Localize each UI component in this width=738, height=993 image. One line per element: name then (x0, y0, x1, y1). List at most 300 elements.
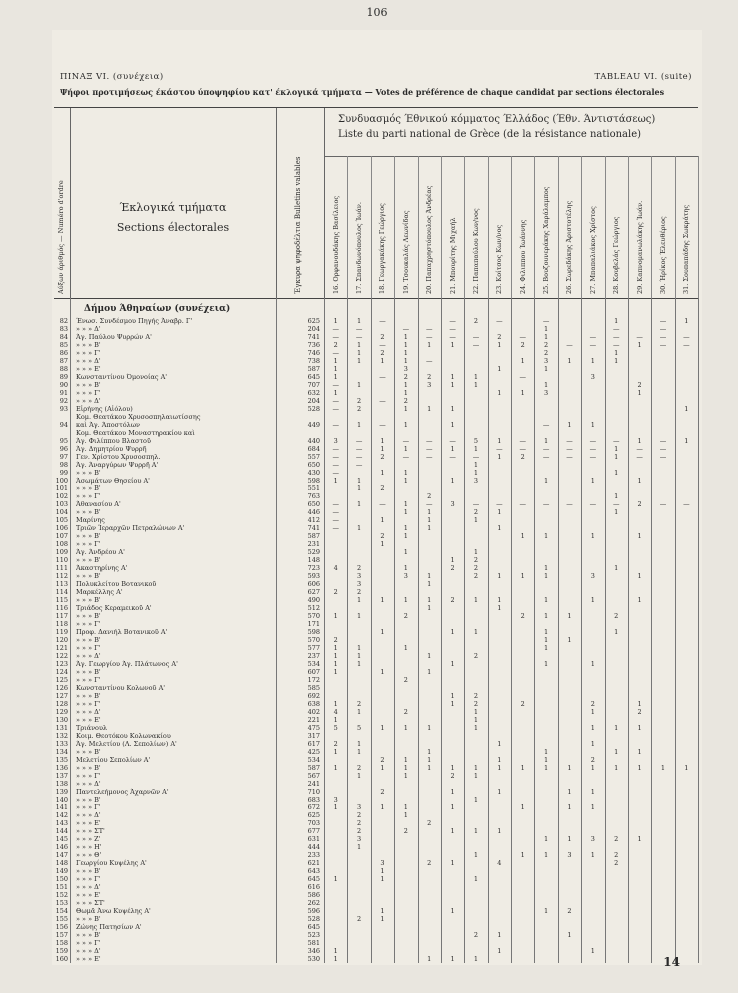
section-name: » » » Γ' (76, 803, 101, 812)
vote-cell: 2 (543, 348, 549, 357)
vote-cell: 1 (543, 755, 549, 764)
section-name: Άγ. Παύλου Ψυρρών Α' (76, 332, 152, 341)
valid-ballots: 231 (307, 540, 320, 549)
vote-cell: 5 (473, 436, 478, 445)
row-number: 140 (55, 795, 68, 804)
section-name: » » » Β' (76, 915, 101, 924)
valid-ballots: 523 (307, 931, 320, 940)
column-rule (698, 298, 699, 963)
vote-cell: 2 (356, 827, 362, 836)
section-name: » » » Β' (76, 763, 101, 772)
vote-cell: 2 (333, 636, 338, 644)
vote-cell: 1 (380, 907, 385, 916)
vote-cell: 1 (520, 356, 525, 365)
section-name: Τριάδος Κεραμεικοῦ Α' (76, 604, 152, 613)
vote-cell: 1 (614, 492, 619, 501)
vote-cell: 1 (473, 851, 478, 860)
vote-cell: 2 (473, 699, 478, 708)
valid-ballots: 444 (307, 843, 320, 852)
vote-cell: 1 (497, 604, 502, 613)
valid-ballots: 763 (307, 492, 320, 501)
vote-cell: — (379, 317, 386, 325)
vote-cell: 1 (450, 787, 455, 796)
vote-cell: 2 (380, 348, 385, 357)
candidate-column-header (628, 156, 652, 298)
sections-header-fr: Sections électorales (116, 221, 230, 234)
vote-cell: — (519, 444, 526, 453)
row-number: 144 (55, 827, 68, 836)
row-number: 131 (55, 723, 68, 732)
valid-ballots: 677 (307, 827, 320, 836)
vote-cell: 1 (450, 699, 455, 708)
vote-cell: 1 (403, 420, 408, 429)
vote-cell: 1 (660, 763, 665, 772)
vote-cell: 1 (333, 715, 338, 724)
section-name: Άγ. Δημητρίου Ψυρρῆ (76, 444, 147, 453)
vote-cell: 1 (567, 612, 572, 621)
candidate-name: 22. Παπαπαύλου Κων/νος (471, 208, 480, 294)
vote-cell: 2 (567, 907, 572, 916)
header-rule (54, 298, 698, 299)
candidate-column-header (394, 156, 418, 298)
vote-cell: — (472, 500, 480, 509)
valid-ballots: 710 (307, 787, 320, 796)
header-right: TABLEAU VI. (suite) (594, 72, 692, 82)
candidate-name: 23. Κοίτσος Κων/νος (495, 224, 504, 294)
vote-cell: — (355, 460, 363, 469)
vote-cell: 1 (450, 659, 455, 668)
vote-cell: 3 (590, 372, 595, 381)
valid-ballots: 598 (307, 628, 320, 637)
vote-cell: 1 (356, 380, 362, 389)
vote-cell: 1 (497, 436, 502, 445)
vote-cell: — (425, 324, 433, 333)
row-number: 119 (55, 628, 68, 637)
vote-cell: 1 (543, 628, 549, 637)
section-name: » » » Δ' (76, 811, 101, 820)
vote-cell: 2 (427, 492, 432, 501)
vote-cell: 2 (520, 699, 525, 708)
vote-cell: 2 (520, 452, 525, 461)
vote-cell: 1 (427, 516, 432, 525)
valid-ballots: 586 (307, 891, 320, 900)
valid-ballots: 736 (307, 340, 320, 349)
valid-ballots: 593 (307, 572, 320, 581)
valid-ballots: 581 (307, 939, 320, 948)
vote-cell: 1 (497, 596, 502, 605)
vote-cell: 3 (450, 500, 455, 509)
section-name: » » » Γ' (76, 643, 101, 652)
vote-cell: — (659, 452, 667, 461)
vote-cell: 1 (637, 699, 642, 708)
vote-cell: 2 (333, 340, 338, 349)
vote-cell: 1 (333, 317, 338, 325)
vote-cell: 1 (450, 556, 455, 565)
vote-cell: 2 (380, 484, 385, 493)
vote-cell: 2 (380, 532, 385, 541)
vote-cell: 1 (380, 516, 385, 525)
vote-cell: 1 (567, 787, 572, 796)
vote-cell: — (332, 396, 339, 405)
vote-cell: 2 (614, 835, 619, 844)
vote-cell: 1 (403, 388, 408, 397)
valid-ballots: 204 (307, 324, 320, 333)
vote-cell: — (659, 317, 667, 325)
vote-cell: 1 (473, 827, 478, 836)
row-number: 152 (55, 891, 68, 900)
section-name: » » » Θ' (76, 851, 102, 860)
vote-cell: 1 (473, 771, 478, 780)
vote-cell: 1 (497, 524, 502, 533)
vote-cell: 1 (543, 596, 549, 605)
row-number: 137 (55, 771, 68, 780)
vote-cell: 1 (333, 747, 338, 756)
vote-cell: 2 (333, 739, 338, 748)
row-number: 142 (55, 811, 68, 820)
section-name: » » » Β' (76, 612, 101, 621)
section-name: Άγ. Γεωργίου Άγ. Πλάτωνος Α' (76, 659, 178, 668)
vote-cell: 2 (450, 564, 455, 573)
valid-ballots: 148 (307, 556, 320, 565)
vote-cell: 1 (427, 580, 432, 589)
vote-cell: — (332, 460, 339, 469)
vote-cell: 3 (427, 380, 432, 389)
vote-cell: 1 (473, 444, 478, 453)
valid-ballots: 440 (307, 436, 320, 445)
vote-cell: 1 (543, 436, 549, 445)
valid-ballots: 425 (307, 747, 320, 756)
vote-cell: 2 (450, 771, 455, 780)
section-name: Εἰρήνης (Αἰόλου) (76, 404, 133, 413)
vote-cell: 5 (333, 723, 338, 732)
candidate-column-header (511, 156, 535, 298)
valid-ballots: 475 (307, 723, 320, 732)
row-number: 151 (55, 883, 68, 892)
valid-ballots: 587 (307, 763, 320, 772)
vote-cell: 2 (403, 707, 408, 716)
vote-cell: 1 (473, 460, 478, 469)
row-number: 118 (55, 620, 68, 629)
candidate-name: 18. Γεωργακάκης Γεώργιος (378, 203, 387, 294)
section-name: καὶ Άγ. Άποστόλων (76, 420, 140, 429)
vote-cell: 1 (403, 771, 408, 780)
vote-cell: 1 (403, 596, 408, 605)
vote-cell: 1 (427, 604, 432, 613)
valid-ballots: 632 (307, 388, 320, 397)
vote-cell: 3 (356, 580, 362, 589)
vote-cell: 1 (333, 612, 338, 621)
vote-cell: 1 (590, 739, 595, 748)
vote-cell: 2 (590, 755, 595, 764)
vote-cell: — (449, 324, 456, 333)
vote-cell: 1 (403, 380, 408, 389)
valid-ballots: 262 (307, 899, 320, 908)
candidate-column-header (534, 156, 558, 298)
row-number: 96 (59, 444, 68, 453)
vote-cell: — (566, 452, 573, 461)
vote-cell: 1 (567, 835, 572, 844)
vote-cell: 2 (637, 380, 642, 389)
section-name: Προφ. Δανιήλ Βοτανικοῦ Α' (76, 628, 168, 637)
section-name: » » » Β' (76, 636, 101, 644)
vote-cell: — (542, 500, 550, 509)
vote-cell: 2 (380, 755, 385, 764)
row-number: 122 (55, 651, 68, 660)
vote-cell: — (542, 452, 550, 461)
vote-cell: 1 (333, 388, 338, 397)
vote-cell: 1 (333, 356, 338, 365)
candidate-column-header (441, 156, 465, 298)
row-number: 86 (59, 348, 68, 357)
vote-cell: 1 (473, 795, 478, 804)
section-name: Άκαστηρίνης Α' (76, 564, 128, 573)
vote-cell: 1 (356, 484, 362, 493)
vote-cell: 1 (637, 340, 642, 349)
vote-cell: 2 (614, 851, 619, 860)
row-number: 99 (59, 468, 68, 477)
vote-cell: — (589, 332, 597, 341)
row-number: 130 (55, 715, 68, 724)
valid-ballots: 645 (307, 372, 320, 381)
vote-cell: 1 (543, 763, 549, 772)
section-name: » » » Β' (76, 484, 101, 493)
vote-cell: 3 (567, 851, 572, 860)
vote-cell: 3 (403, 364, 408, 373)
vote-cell: 2 (380, 787, 385, 796)
section-name: Άγ. Άναργύρων Ψυρρῆ Α' (76, 460, 159, 469)
valid-ballots: 534 (307, 755, 320, 764)
section-name: Άγ. Άνδρέου Α' (76, 548, 125, 557)
row-number: 106 (55, 524, 68, 533)
vote-cell: 2 (543, 340, 549, 349)
valid-ballots: 598 (307, 476, 320, 485)
vote-cell: 1 (543, 532, 549, 541)
vote-cell: 1 (427, 667, 432, 676)
vote-cell: 1 (543, 835, 549, 844)
vote-cell: — (472, 452, 480, 461)
vote-cell: — (332, 508, 339, 517)
valid-ballots: 650 (307, 500, 320, 509)
vote-cell: 1 (497, 787, 502, 796)
vote-cell: 1 (356, 771, 362, 780)
row-number: 97 (59, 452, 68, 461)
vote-cell: 1 (567, 636, 572, 644)
vote-cell: 1 (684, 763, 689, 772)
vote-cell: 1 (614, 747, 619, 756)
valid-ballots: 430 (307, 468, 320, 477)
row-number: 84 (59, 332, 68, 341)
number-header-label: Αύξων άριθμός — Numéro d'ordre (57, 180, 65, 294)
vote-cell: 1 (543, 643, 549, 652)
vote-cell: 2 (614, 859, 619, 868)
vote-cell: — (589, 444, 597, 453)
section-name: Πολυκλείτου Βοτανικοῦ (76, 580, 157, 589)
vote-cell: 1 (380, 803, 385, 812)
row-number: 105 (55, 516, 68, 525)
results-table (54, 107, 698, 963)
vote-cell: — (332, 468, 339, 477)
section-name: » » » Ε' (76, 819, 101, 828)
vote-cell: 1 (520, 388, 525, 397)
vote-cell: 1 (614, 317, 619, 325)
candidate-column-header (675, 156, 699, 298)
row-number: 98 (59, 460, 68, 469)
vote-cell: — (496, 500, 503, 509)
valid-ballots: 638 (307, 699, 320, 708)
vote-cell: 1 (637, 835, 642, 844)
vote-cell: 1 (684, 436, 689, 445)
section-name: Κωνσταντίνου Όμονοίας Α' (76, 372, 168, 381)
section-name: » » » Β' (76, 556, 101, 565)
valid-ballots: 692 (307, 691, 320, 700)
vote-cell: 2 (637, 707, 642, 716)
section-name: » » » Ε' (76, 715, 101, 724)
row-number: 127 (55, 691, 68, 700)
vote-cell: 1 (380, 867, 385, 876)
section-name: » » » Β' (76, 867, 101, 876)
vote-cell: — (332, 452, 339, 461)
candidate-name: 31. Σουπαπάδης Σωκράτης (682, 204, 691, 294)
vote-cell: 1 (473, 372, 478, 381)
vote-cell: 1 (590, 356, 595, 365)
vote-cell: 1 (543, 636, 549, 644)
vote-cell: 1 (614, 444, 619, 453)
row-number: 158 (55, 939, 68, 948)
vote-cell: 1 (567, 931, 572, 940)
vote-cell: 1 (356, 476, 362, 485)
vote-cell: — (379, 396, 386, 405)
vote-cell: 2 (403, 612, 408, 621)
valid-ballots: 412 (307, 516, 320, 525)
row-number: 93 (59, 404, 68, 413)
vote-cell: 1 (473, 723, 478, 732)
section-name: Άσωμάτων Θησείου Α' (76, 476, 150, 485)
vote-cell: — (402, 452, 410, 461)
vote-cell: 1 (403, 508, 408, 517)
vote-cell: — (425, 436, 433, 445)
vote-cell: 2 (356, 811, 362, 820)
vote-cell: 1 (637, 596, 642, 605)
section-name: Μαρίνης (76, 516, 105, 525)
section-name: » » » Γ' (76, 875, 101, 884)
vote-cell: 1 (450, 476, 455, 485)
vote-cell: 1 (356, 651, 362, 660)
footer-page-number: 14 (663, 955, 680, 969)
valid-ballots: 741 (307, 524, 320, 533)
row-number: 156 (55, 923, 68, 932)
vote-cell: 1 (403, 468, 408, 477)
valid-ballots: 607 (307, 667, 320, 676)
candidate-name: 16. Ορφανουδάκης Βασίλειος (331, 195, 340, 294)
vote-cell: 1 (637, 747, 642, 756)
vote-cell: — (425, 356, 433, 365)
section-name: » » » Β' (76, 596, 101, 605)
row-number: 85 (59, 340, 68, 349)
vote-cell: 1 (427, 404, 432, 413)
valid-ballots: 625 (307, 811, 320, 820)
vote-cell: — (379, 340, 386, 349)
vote-cell: 1 (614, 508, 619, 517)
valid-ballots: 577 (307, 643, 320, 652)
row-number: 101 (55, 484, 68, 493)
vote-cell: — (589, 340, 597, 349)
vote-cell: 1 (450, 691, 455, 700)
valid-ballots: 631 (307, 835, 320, 844)
vote-cell: 2 (333, 588, 338, 597)
vote-cell: — (542, 317, 550, 325)
valid-ballots: 241 (307, 779, 320, 788)
vote-cell: — (542, 444, 550, 453)
valid-header-label: Έγκυρα ψηφοδέλτια Bulletins valables (294, 156, 302, 294)
vote-cell: 1 (520, 803, 525, 812)
vote-cell: 1 (567, 803, 572, 812)
vote-cell: 1 (380, 436, 385, 445)
row-number: 114 (55, 588, 68, 597)
valid-ballots: 570 (307, 612, 320, 621)
vote-cell: 1 (427, 572, 432, 581)
row-number: 88 (59, 364, 68, 373)
vote-cell: 2 (590, 699, 595, 708)
vote-cell: 1 (333, 643, 338, 652)
vote-cell: 1 (427, 508, 432, 517)
vote-cell: 2 (473, 931, 478, 940)
row-number: 148 (55, 859, 68, 868)
vote-cell: — (379, 500, 386, 509)
vote-cell: 1 (403, 444, 408, 453)
vote-cell: 1 (356, 843, 362, 852)
vote-cell: 2 (403, 396, 408, 405)
valid-ballots: 221 (307, 715, 320, 724)
candidate-name: 21. Μπουρίτης Μιχαήλ (448, 217, 457, 294)
section-name: » » » Γ' (76, 540, 101, 549)
vote-cell: 1 (497, 340, 502, 349)
valid-ballots: 746 (307, 348, 320, 357)
vote-cell: 1 (473, 380, 478, 389)
row-number: 123 (55, 659, 68, 668)
row-number: 103 (55, 500, 68, 509)
candidate-column-header (347, 156, 371, 298)
vote-cell: 1 (333, 364, 338, 373)
vote-cell: — (566, 500, 573, 509)
valid-ballots: 346 (307, 947, 320, 956)
section-name: » » » Δ' (76, 707, 101, 716)
row-number: 82 (59, 317, 68, 325)
section-name: » » » Β' (76, 931, 101, 940)
vote-cell: — (472, 340, 480, 349)
vote-cell: 1 (356, 356, 362, 365)
vote-cell: 1 (427, 723, 432, 732)
section-name: » » » Η' (76, 843, 102, 852)
section-name: Κωνσταντίνου Κολωνοῦ Α' (76, 683, 166, 692)
vote-cell: — (542, 420, 550, 429)
vote-cell: 1 (333, 476, 338, 485)
vote-cell: 1 (614, 348, 619, 357)
section-name: » » » Ε' (76, 955, 101, 964)
valid-ballots: 645 (307, 923, 320, 932)
vote-cell: 1 (450, 907, 455, 916)
valid-ballots: 529 (307, 548, 320, 557)
row-number: 110 (55, 556, 68, 565)
vote-cell: 1 (450, 372, 455, 381)
vote-cell: 1 (590, 763, 595, 772)
vote-cell: 3 (543, 356, 549, 365)
vote-cell: 3 (543, 388, 549, 397)
valid-ballots: 643 (307, 867, 320, 876)
vote-cell: — (519, 372, 526, 381)
vote-cell: 1 (520, 532, 525, 541)
section-name: » » » Ζ' (76, 835, 101, 844)
vote-cell: 2 (380, 452, 385, 461)
